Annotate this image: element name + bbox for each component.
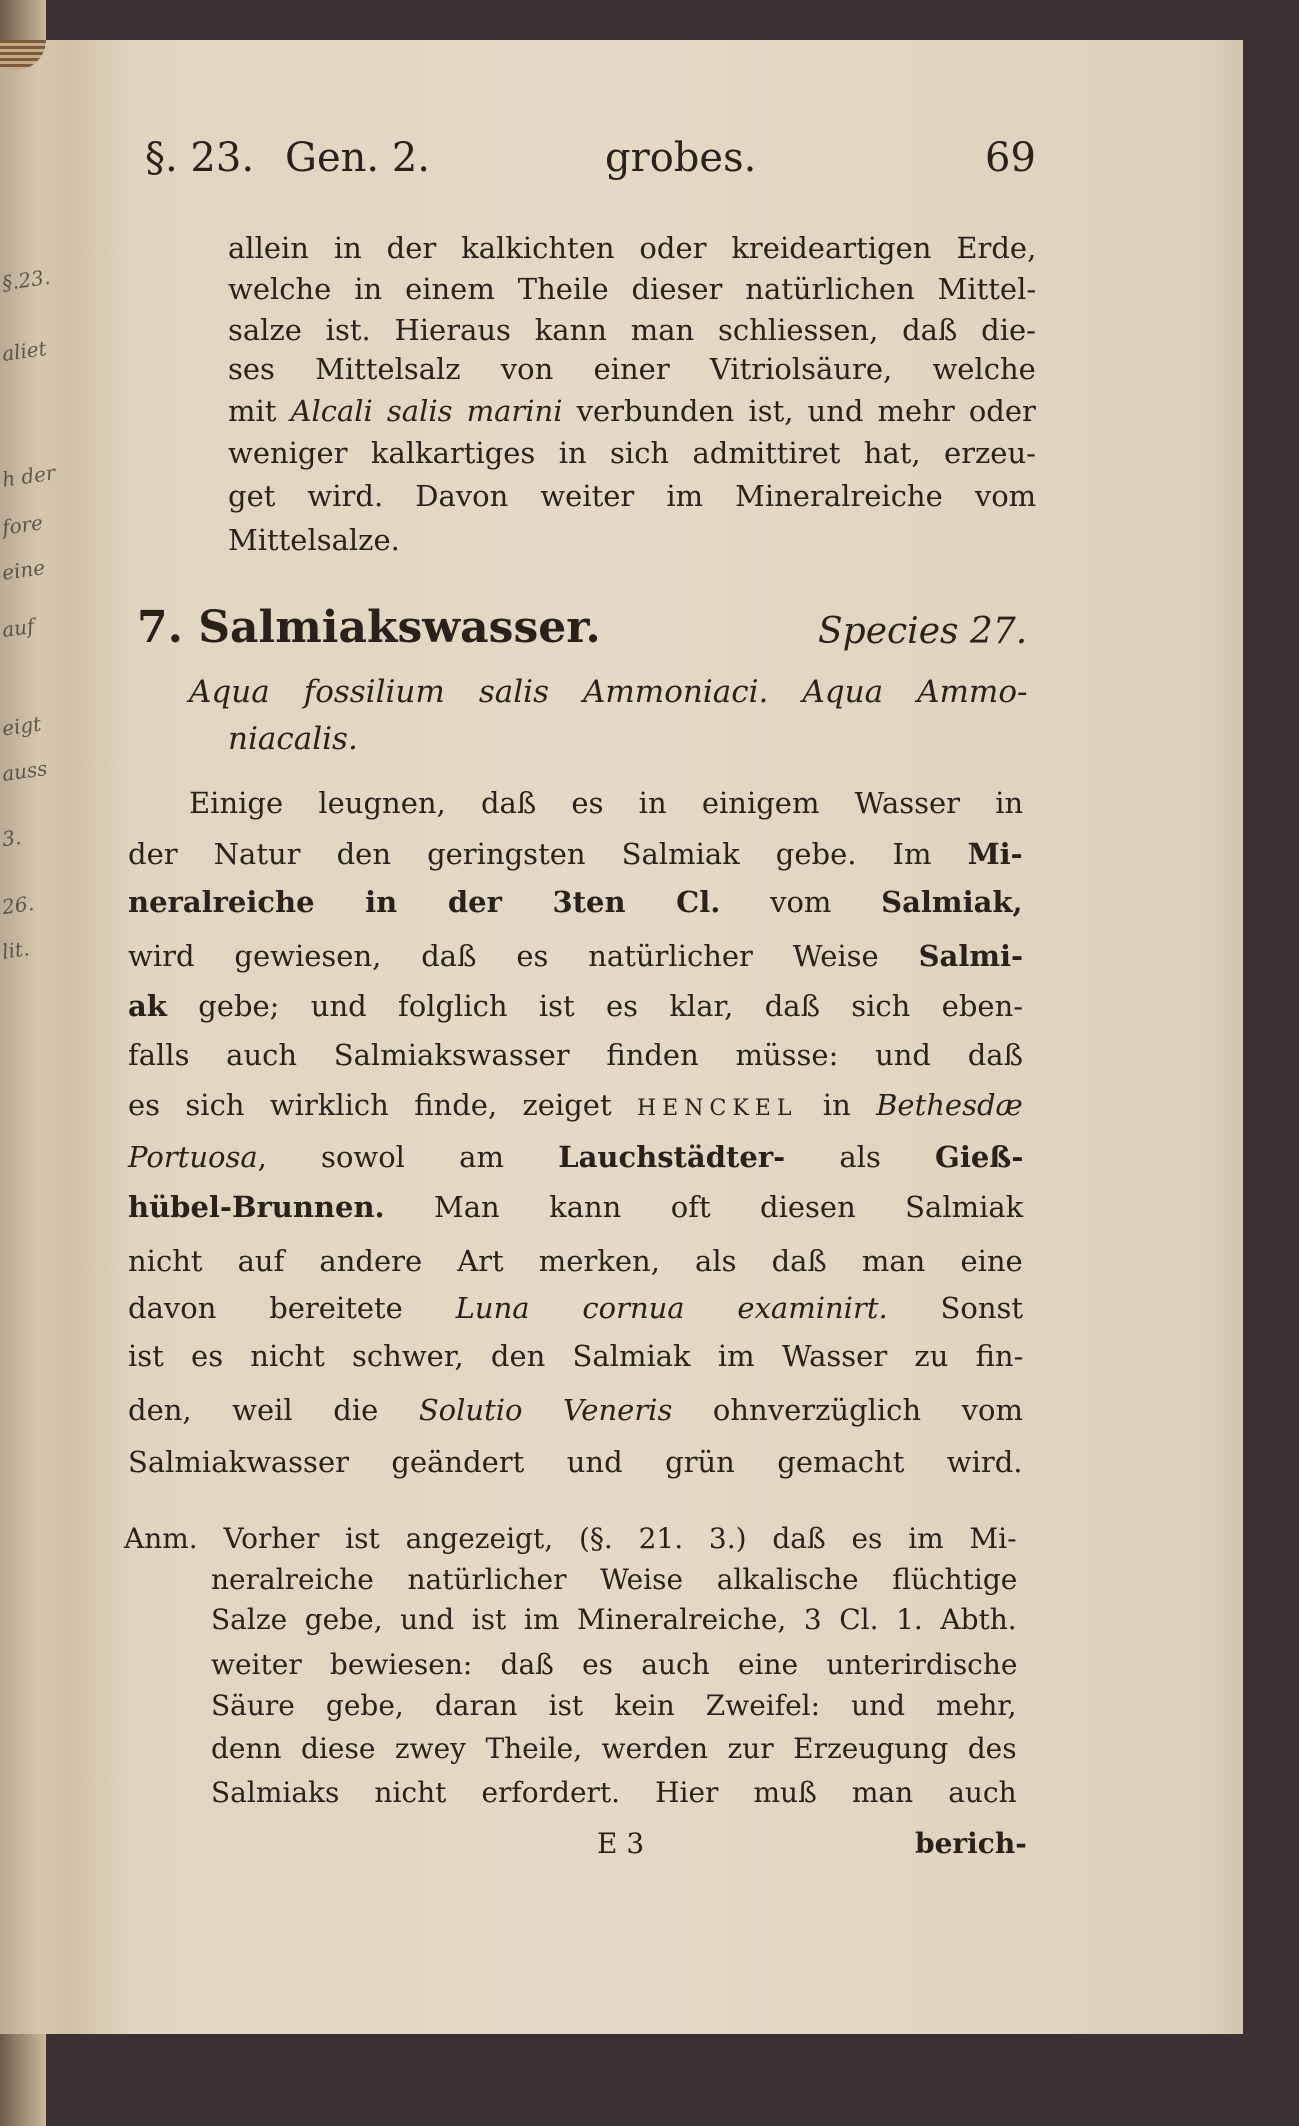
text-run: mit [228,394,291,428]
paragraph-line [128,1444,1023,1480]
annotation-line [211,1688,1017,1724]
text-run: hübel-Brunnen. [128,1190,385,1224]
text-run: als [785,1140,936,1174]
paragraph-line [228,271,1036,307]
annotation-line [211,1731,1017,1767]
annotation-line [211,1562,1017,1598]
text-run: HENCKEL [637,1096,798,1121]
annotation-line [211,1775,1017,1811]
annotation-line [211,1602,1017,1638]
text-run: denn diese zwey Theile, werden zur Erzeugung des [211,1732,1017,1765]
paragraph-line [128,988,1023,1024]
text-run: allein in der kalkichten oder kreideartigen Erde, [228,231,1037,265]
paragraph-line [128,1139,1023,1175]
text-run: den, weil die [128,1393,419,1427]
paragraph-line [228,478,1036,514]
page-number: 69 [985,135,1036,181]
paragraph-line [128,1037,1023,1073]
text-run: Einige leugnen, daß es in einigem Wasser in [189,786,1024,820]
paragraph-line [128,1087,1023,1127]
facing-page-fragment: auf [0,613,36,643]
text-run: wird gewiesen, daß es natürlicher Weise [128,939,919,973]
paragraph-line [128,1189,1023,1225]
text-run: Solutio Veneris [418,1393,673,1427]
text-run: Man kann oft diesen Salmiak [384,1190,1024,1224]
text-run: welche in einem Theile dieser natürlichen Mittel- [228,272,1037,306]
text-run: Salmiaks nicht erfordert. Hier muß man auch [211,1776,1017,1809]
text-run: verbunden ist, und mehr oder [562,394,1036,428]
paragraph-line [128,1338,1023,1374]
running-title: grobes. [605,135,757,181]
text-run: es sich wirklich finde, zeiget [128,1088,637,1122]
text-run: Portuosa [128,1140,258,1174]
text-run: falls auch Salmiakswasser finden müsse: und daß [128,1038,1023,1072]
text-run: , sowol am [257,1140,559,1174]
facing-page-fragment: 26. [0,890,36,920]
text-run: gebe; und folglich ist es klar, daß sich eben- [166,989,1024,1023]
text-run: Salmi- [918,939,1024,973]
text-run: weniger kalkartiges in sich admittiret hat, erzeu- [228,436,1036,470]
paragraph-line [228,312,1036,348]
species-number: Species 27. [818,611,1028,652]
text-run: niacalis. [228,721,358,757]
facing-page-fragment: aliet [0,336,49,366]
text-run: vom [720,885,882,919]
paragraph-line [228,351,1036,387]
text-run: Salmiakwasser geändert und grün gemacht wird. [128,1445,1023,1479]
text-run: Mi- [967,837,1023,871]
text-run: Salze gebe, und ist im Mineralreiche, 3 Cl. 1. Abth. [211,1603,1017,1636]
text-run: Säure gebe, daran ist kein Zweifel: und mehr, [211,1689,1017,1722]
signature-mark: E 3 [597,1827,645,1860]
text-run: Luna cornua examinirt. [455,1291,888,1325]
text-run: neralreiche natürlicher Weise alkalische flüchtige [211,1563,1018,1596]
text-run: der Natur den geringsten Salmiak gebe. Im [128,837,968,871]
facing-page-fragment: eine [0,555,47,585]
text-run: davon bereitete [128,1291,456,1325]
annotation-line [211,1647,1017,1683]
text-run: Mittelsalze. [228,523,400,557]
text-run: ist es nicht schwer, den Salmiak im Wasser zu fin- [128,1339,1024,1373]
text-run: weiter bewiesen: daß es auch eine unterirdische [211,1648,1018,1681]
text-run: ak [128,989,167,1023]
text-run: nicht auf andere Art merken, als daß man eine [128,1244,1023,1278]
text-run: Bethesdæ [876,1088,1023,1122]
facing-page-fragment: eigt [0,711,43,741]
text-run: Gieß- [935,1140,1024,1174]
paragraph-line [228,393,1036,429]
paragraph-line [128,1392,1023,1428]
text-run: Anm. Vorher ist angezeigt, (§. 21. 3.) daß es im Mi- [124,1522,1017,1555]
facing-page-fragment: h der [0,460,57,492]
text-run: Sonst [887,1291,1024,1325]
facing-page-fragment: 3. [0,824,23,852]
text-run: salze ist. Hieraus kann man schliessen, daß die- [228,313,1036,347]
latin-name-line [189,674,1027,710]
paragraph-line [189,785,1023,821]
latin-name-line [228,721,358,757]
paragraph-line [128,1243,1023,1279]
text-run: ohnverzüglich vom [672,1393,1023,1427]
text-run: ses Mittelsalz von einer Vitriolsäure, welche [228,352,1036,386]
text-run: Salmiak, [881,885,1023,919]
paragraph-line [128,938,1023,974]
facing-page-fragment: §.23. [0,264,52,296]
section-heading: 7. Salmiakswasser. [137,602,601,653]
text-run: in [797,1088,877,1122]
paragraph-line [228,522,400,558]
facing-page-fragment: lit. [0,936,31,964]
facing-page-fragment: fore [0,510,45,540]
text-run: neralreiche in der 3ten Cl. [128,885,721,919]
paragraph-line [128,836,1023,872]
paragraph-line [128,1290,1023,1326]
header-genus: Gen. 2. [285,135,430,181]
header-section: §. 23. [145,135,255,181]
facing-page-fragment: auss [0,755,49,787]
text-run: get wird. Davon weiter im Mineralreiche vom [228,479,1037,513]
paragraph-line [128,884,1023,920]
paragraph-line [228,435,1036,471]
annotation-line [124,1521,1017,1557]
text-run: Alcali salis marini [290,394,563,428]
catchword: berich- [915,1827,1027,1860]
text-run: Lauchstädter- [558,1140,786,1174]
paragraph-line [228,230,1036,266]
text-run: Aqua fossilium salis Ammoniaci. Aqua Ammo- [189,674,1028,710]
